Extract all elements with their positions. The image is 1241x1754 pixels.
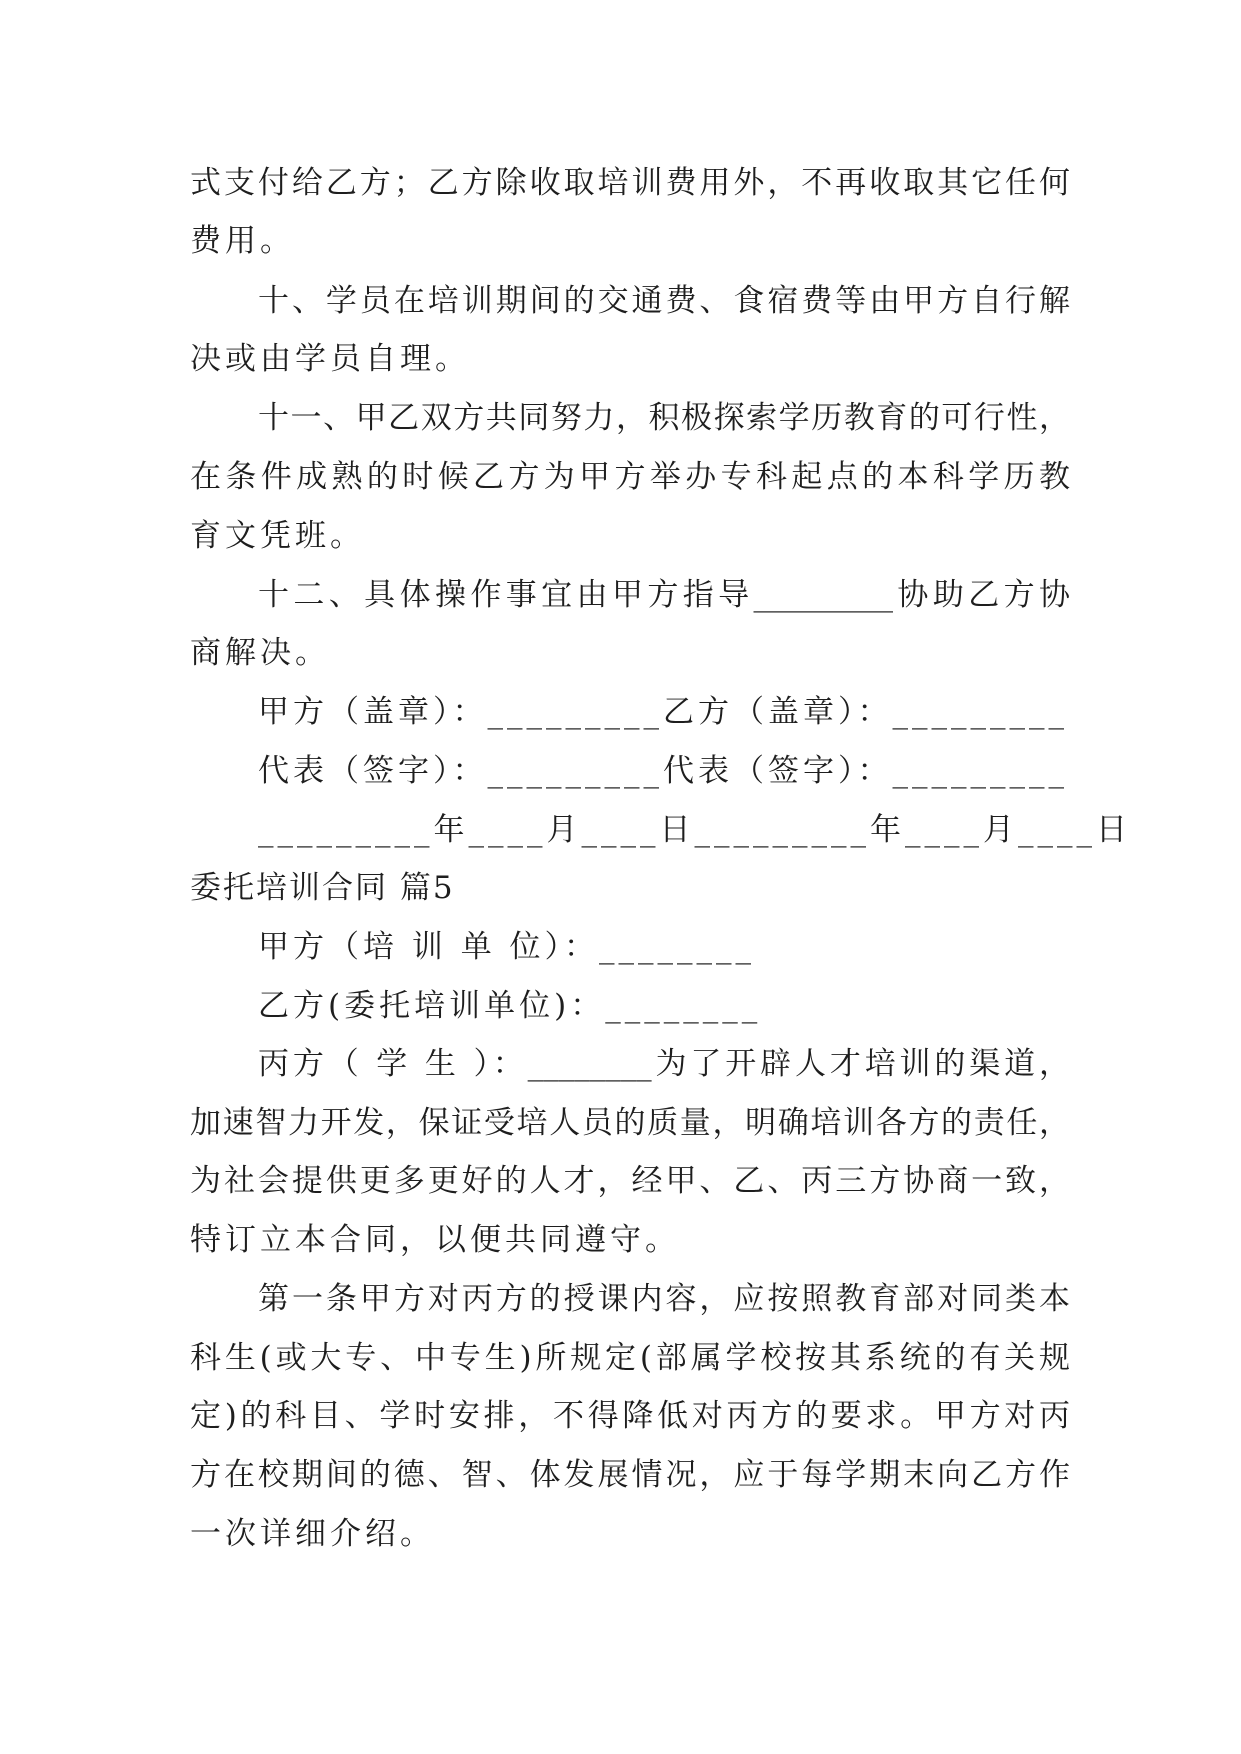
party-b-line: 乙方(委托培训单位)：________ [258,988,762,1024]
paragraph-line: 在条件成熟的时候乙方为甲方举办专科起点的本科学历教 [190,459,1070,495]
paragraph-line: 商解决。 [190,635,330,671]
clause-12-line: 十二、具体操作事宜由甲方指导_________协助乙方协 [258,577,1070,613]
paragraph-line: 决或由学员自理。 [190,341,470,377]
section-heading: 委托培训合同 篇5 [190,870,455,906]
paragraph-line: 定)的科目、学时安排，不得降低对丙方的要求。甲方对丙 [190,1398,1070,1434]
clause-10-line: 十、学员在培训期间的交通费、食宿费等由甲方自行解 [258,283,1070,319]
paragraph-line: 加速智力开发，保证受培人员的质量，明确培训各方的责任， [190,1105,1070,1141]
party-c-line: 丙方（ 学 生 ）：________为了开辟人才培训的渠道， [258,1046,1070,1082]
paragraph-line: 一次详细介绍。 [190,1516,435,1552]
seal-line: 甲方（盖章）：_________乙方（盖章）：_________ [258,694,1068,730]
paragraph-line: 育文凭班。 [190,518,365,554]
date-line: _________年____月____日_________年____月____日 [258,812,1131,848]
paragraph-line: 式支付给乙方；乙方除收取培训费用外，不再收取其它任何 [190,165,1070,201]
paragraph-line: 特订立本合同，以便共同遵守。 [190,1222,680,1258]
clause-11-line: 十一、甲乙双方共同努力，积极探索学历教育的可行性， [258,400,1070,436]
signature-line: 代表（签字）：_________代表（签字）：_________ [258,753,1068,789]
paragraph-line: 科生(或大专、中专生)所规定(部属学校按其系统的有关规 [190,1340,1070,1376]
paragraph-line: 方在校期间的德、智、体发展情况，应于每学期末向乙方作 [190,1457,1070,1493]
paragraph-line: 费用。 [190,223,295,259]
article-1-line: 第一条甲方对丙方的授课内容，应按照教育部对同类本 [258,1281,1070,1317]
paragraph-line: 为社会提供更多更好的人才，经甲、乙、丙三方协商一致， [190,1163,1070,1199]
party-a-line: 甲方（培 训 单 位）：________ [258,929,756,965]
